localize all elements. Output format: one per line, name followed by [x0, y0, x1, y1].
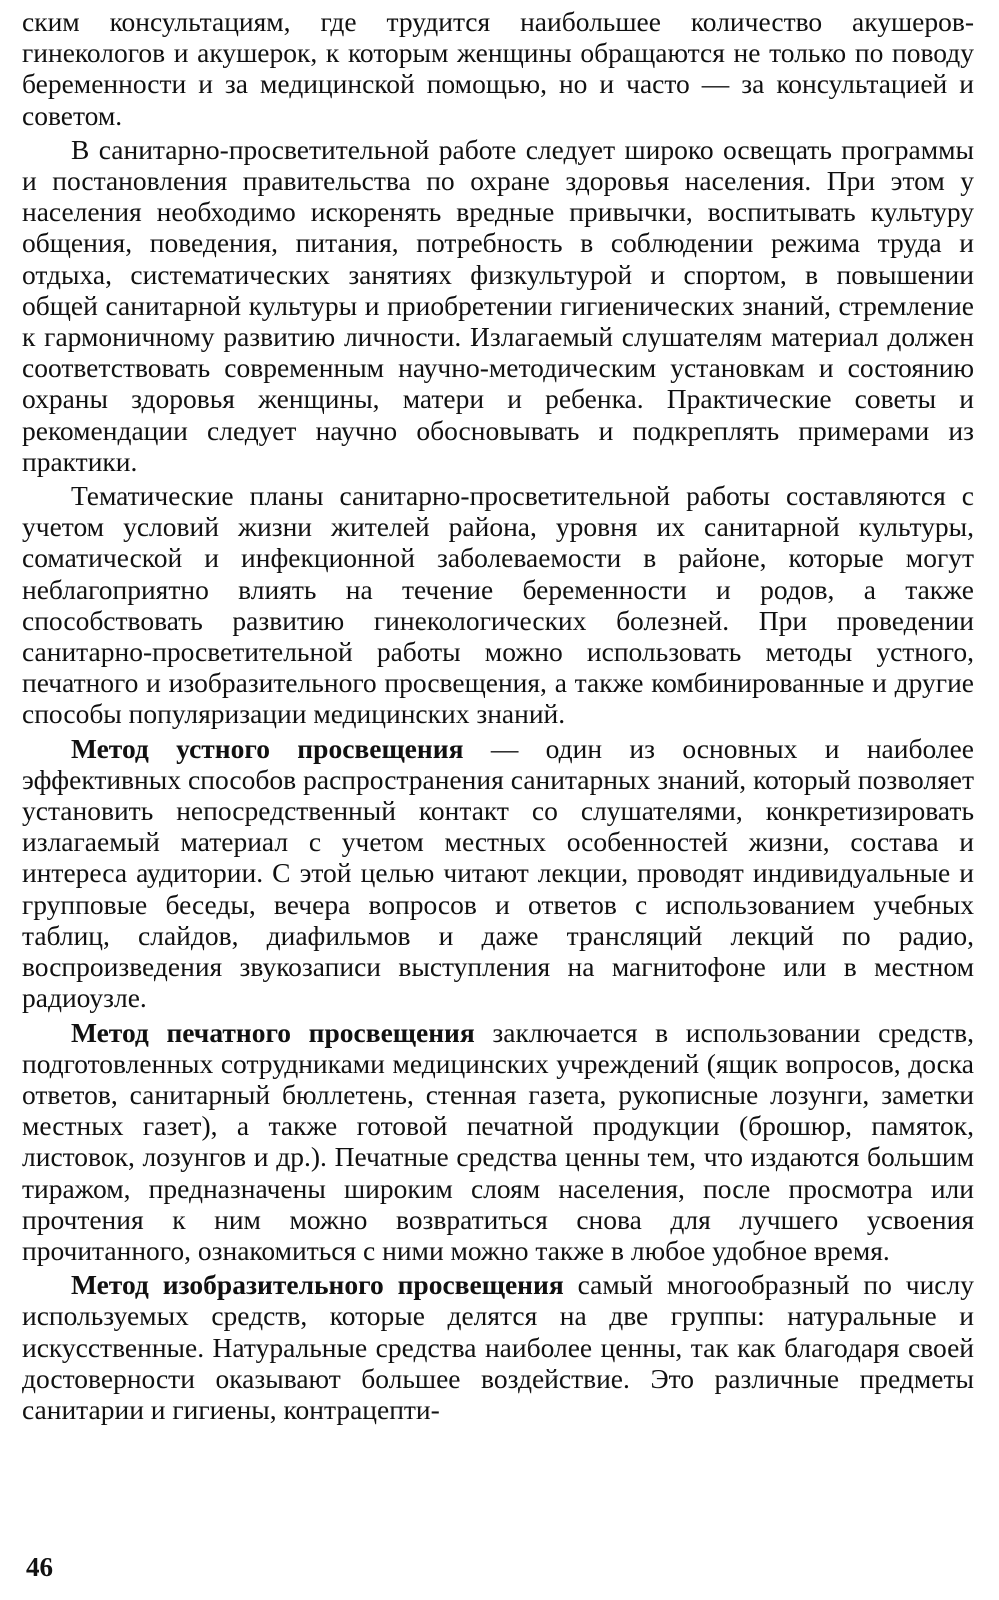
paragraph-oral-method — [22, 733, 974, 1014]
paragraph-3 — [22, 480, 974, 730]
paragraph-2 — [22, 134, 974, 477]
term-heading: Метод устного просвещения — [71, 732, 464, 764]
paragraph-print-method — [22, 1017, 974, 1267]
paragraph-text: ским консультациям, где трудится наибольшее количество акушеров-гинекологов и акушерок, к которым женщины обращаются не только по поводу беременности и за медицинской помощью, но и часто — за консультацией и советом. — [22, 6, 974, 131]
paragraph-1 — [22, 6, 974, 131]
paragraph-text: В санитарно-просветительной работе следует широко освещать программы и постановления правительства по охране здоровья населения. При этом у населения необходимо искоренять вредные привычки, воспитывать культуру общения, поведения, питания, потребность в соблюдении режима труда и отдыха, систематических занятиях физкультурой и спортом, в повышении общей санитарной культуры и приобретении гигиенических знаний, стремление к гармоничному развитию личности. Излагаемый слушателям материал должен соответствовать современным научно-методическим установкам и состоянию охраны здоровья женщины, матери и ребенка. Практические советы и рекомендации следует научно обосновывать и подкреплять примерами из практики. — [22, 133, 974, 477]
term-heading: Метод печатного просвещения — [71, 1016, 475, 1048]
paragraph-text: заключается в использовании средств, подготовленных сотрудниками медицинских учреждений (ящик вопросов, доска ответов, санитарный бюллетень, стенная газета, рукописные лозунги, заметки местных газет), а также готовой печатной продукции (брошюр, памяток, листовок, лозунгов и др.). Печатные средства ценны тем, что издаются большим тиражом, предназначены широким слоям населения, после просмотра или прочтения к ним можно возвратиться снова для лучшего усвоения прочитанного, ознакомиться с ними можно также в любое удобное время. — [22, 1016, 974, 1266]
paragraph-text: Тематические планы санитарно-просветительной работы составляются с учетом условий жизни жителей района, уровня их санитарной культуры, соматической и инфекционной заболеваемости в районе, которые могут неблагоприятно влиять на течение беременности и родов, а также способствовать развитию гинекологических болезней. При проведении санитарно-просветительной работы можно использовать методы устного, печатного и изобразительного просвещения, а также комбинированные и другие способы популяризации медицинских знаний. — [22, 480, 974, 730]
paragraph-text: самый многообразный по числу используемых средств, которые делятся на две группы: натуральные и искусственные. Натуральные средства наиболее ценны, так как благодаря своей достоверности оказывают большее воздействие. Это различные предметы санитарии и гигиены, контрацепти- — [22, 1269, 974, 1425]
paragraph-visual-method — [22, 1269, 974, 1425]
term-heading: Метод изобразительного просвещения — [71, 1269, 564, 1301]
paragraph-text: — один из основных и наиболее эффективных способов распространения санитарных знаний, который позволяет установить непосредственный контакт со слушателями, конкретизировать излагаемый материал с учетом местных особенностей жизни, состава и интереса аудитории. С этой целью читают лекции, проводят индивидуальные и групповые беседы, вечера вопросов и ответов с использованием учебных таблиц, слайдов, диафильмов и даже трансляций лекций по радио, воспроизведения звукозаписи выступления на магнитофоне или в местном радиоузле. — [22, 732, 974, 1014]
page-body — [22, 6, 974, 1425]
page-number: 46 — [26, 1552, 53, 1582]
